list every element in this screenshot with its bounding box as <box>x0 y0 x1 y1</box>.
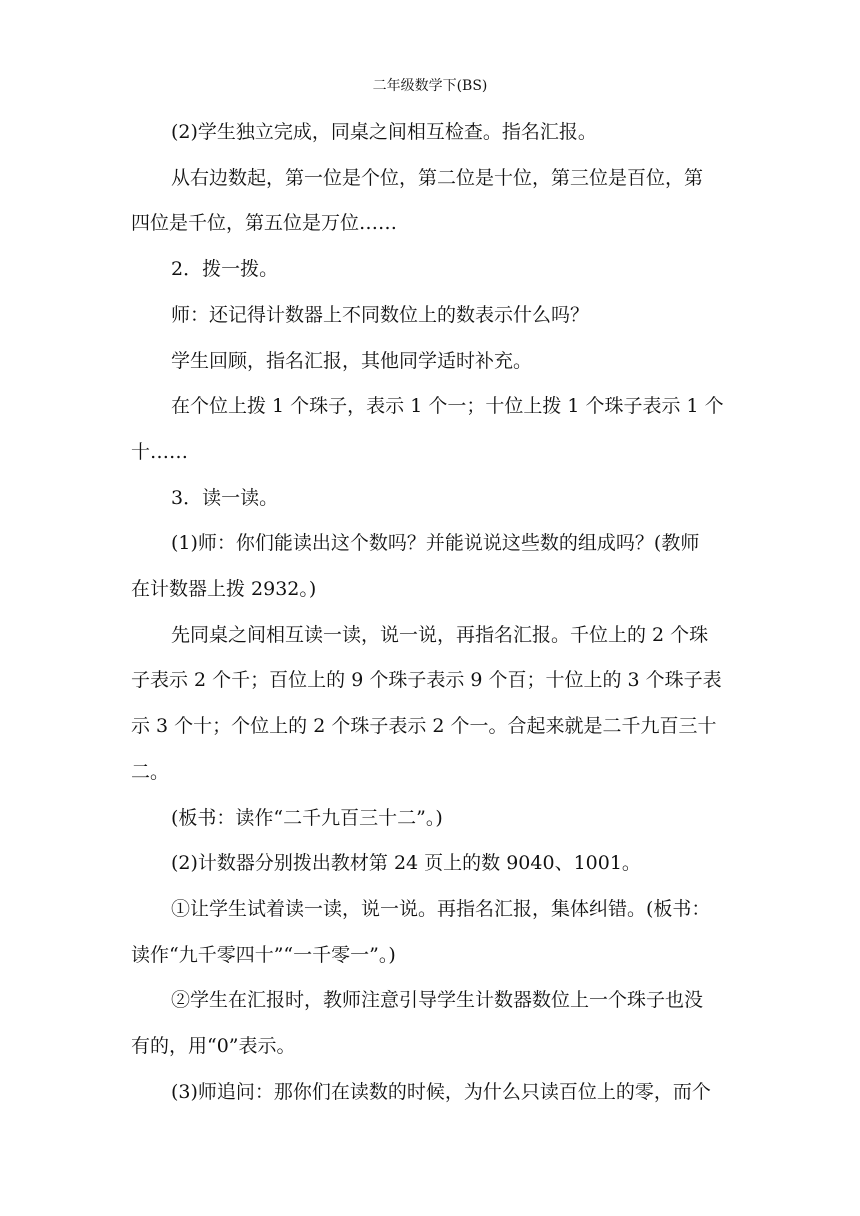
text-line: 师：还记得计数器上不同数位上的数表示什么吗？ <box>171 303 590 326</box>
text-line: 从右边数起，第一位是个位，第二位是十位，第三位是百位，第 <box>171 166 704 189</box>
text-line: ①让学生试着读一读，说一说。再指名汇报，集体纠错。(板书： <box>171 897 711 920</box>
text-line: (2)计数器分别拨出教材第 24 页上的数 9040、1001。 <box>171 852 641 875</box>
text-line: 2．拨一拨。 <box>171 258 279 281</box>
text-line: 学生回顾，指名汇报，其他同学适时补充。 <box>171 349 533 372</box>
text-line: 读作“九千零四十”“一千零一”。) <box>131 943 396 966</box>
text-line: 示 3 个十；个位上的 2 个珠子表示 2 个一。合起来就是二千九百三十 <box>131 715 717 738</box>
text-line: 四位是千位，第五位是万位…… <box>131 212 398 235</box>
page-header: 二年级数学下(BS) <box>372 78 488 94</box>
text-line: 在个位上拨 1 个珠子，表示 1 个一；十位上拨 1 个珠子表示 1 个 <box>171 395 724 418</box>
text-line: (2)学生独立完成，同桌之间相互检查。指名汇报。 <box>171 121 597 143</box>
text-line: 在计数器上拨 2932。) <box>131 578 317 600</box>
text-line: 十…… <box>131 440 189 463</box>
text-line: 子表示 2 个千；百位上的 9 个珠子表示 9 个百；十位上的 3 个珠子表 <box>131 669 722 692</box>
text-line: 二。 <box>131 760 170 783</box>
text-line: 先同桌之间相互读一读，说一说，再指名汇报。千位上的 2 个珠 <box>171 623 709 646</box>
text-line: ②学生在汇报时，教师注意引导学生计数器数位上一个珠子也没 <box>171 989 704 1012</box>
text-line: (3)师追问：那你们在读数的时候，为什么只读百位上的零，而个 <box>171 1080 711 1103</box>
text-line: (板书：读作“二千九百三十二”。) <box>171 806 443 829</box>
text-line: 3．读一读。 <box>171 486 279 509</box>
text-line: (1)师：你们能读出这个数吗？并能说说这些数的组成吗？(教师 <box>171 532 700 555</box>
text-line: 有的，用“0”表示。 <box>131 1035 296 1057</box>
